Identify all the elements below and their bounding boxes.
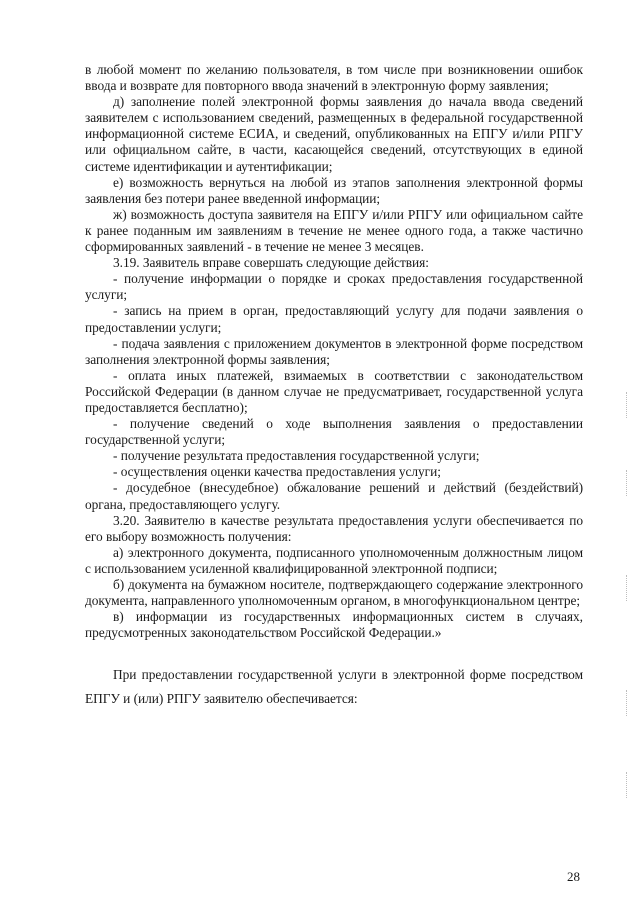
list-item: - получение сведений о ходе выполнения заявления о предоставлении государственной услуги; (85, 416, 583, 448)
list-item: - осуществления оценки качества предоставления услуги; (113, 464, 441, 480)
page-number: 28 (567, 869, 580, 884)
paragraph-item-v: в) информации из государственных информационных систем в случаях, предусмотренных законодательством Российской Федерации.» (85, 609, 583, 641)
paragraph-item-a: а) электронного документа, подписанного уполномоченным должностным лицом с использованием усиленной квалифицированной электронной подписи; (85, 544, 583, 576)
scan-margin-mark (626, 470, 629, 496)
paragraph-continuation: в любой момент по желанию пользователя, в том числе при возникновении ошибок ввода и возврате для повторного ввода значений в электронную форму заявления; (85, 62, 583, 94)
paragraph-item-d: д) заполнение полей электронной формы заявления до начала ввода сведений заявителем с использованием сведений, размещенных в федеральной государственной информационной системе ЕСИА, и сведений, опубликованных на ЕПГУ и/или РПГУ или официальном сайте, в части, касающейся сведений, отсутствующих в единой системе идентификации и аутентификации; (85, 94, 583, 174)
paragraph-section-3-20: 3.20. Заявителю в качестве результата предоставления услуги обеспечивается по его выбору возможность получения: (85, 512, 583, 544)
list-item: - получение информации о порядке и сроках предоставления государственной услуги; (85, 271, 583, 303)
list-item: - запись на прием в орган, предоставляющий услугу для подачи заявления о предоставлении услуги; (85, 303, 583, 335)
scan-margin-mark (626, 690, 629, 716)
list-item: - получение результата предоставления государственной услуги; (113, 448, 480, 464)
scan-margin-mark (626, 392, 629, 418)
scan-margin-mark (626, 772, 629, 798)
list-item: - оплата иных платежей, взимаемых в соответствии с законодательством Российской Федерации (в данном случае не предусматривает, государственной услуга предоставляется бесплатно); (85, 367, 583, 415)
document-body (85, 62, 583, 711)
scan-margin-mark (626, 575, 629, 601)
paragraph-section-3-19: 3.19. Заявитель вправе совершать следующие действия: (113, 255, 429, 271)
list-item: - досудебное (внесудебное) обжалование решений и действий (бездействий) органа, предоставляющего услугу. (85, 480, 583, 512)
paragraph-item-b: б) документа на бумажном носителе, подтверждающего содержание электронного документа, направленного уполномоченным органом, в многофункциональном центре; (85, 577, 583, 609)
list-item: - подача заявления с приложением документов в электронной форме посредством заполнения электронной формы заявления; (85, 335, 583, 367)
paragraph-item-zh: ж) возможность доступа заявителя на ЕПГУ и/или РПГУ или официальном сайте к ранее поданным им заявлениям в течение не менее одного года, а также частично сформированных заявлений - в течение не менее 3 месяцев. (85, 206, 583, 255)
paragraph-final: При предоставлении государственной услуги в электронной форме посредством ЕПГУ и (или) РПГУ заявителю обеспечивается: (85, 667, 583, 707)
paragraph-item-e: е) возможность вернуться на любой из этапов заполнения электронной формы заявления без потери ранее введенной информации; (85, 174, 583, 206)
